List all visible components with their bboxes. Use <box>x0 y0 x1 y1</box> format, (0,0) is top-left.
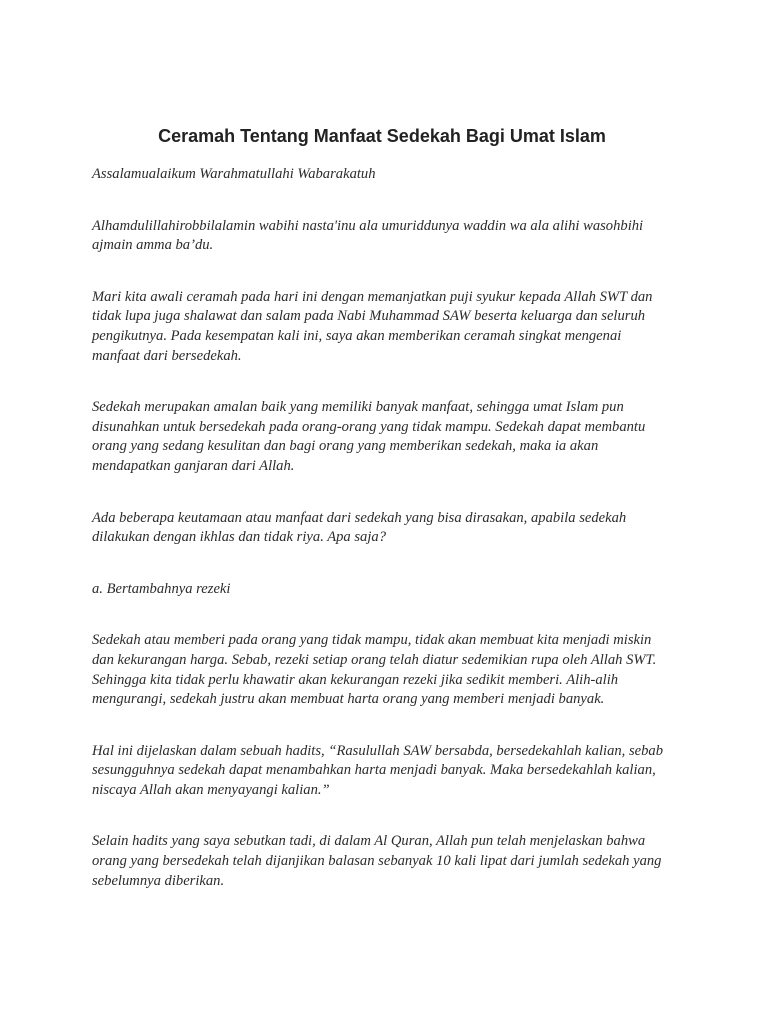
benefits-question-paragraph: Ada beberapa keutamaan atau manfaat dari sedekah yang bisa dirasakan, apabila sedekah dilakukan dengan ikhlas dan tidak riya. Apa saja? <box>92 509 627 546</box>
rezeki-explanation-paragraph: Sedekah atau memberi pada orang yang tidak mampu, tidak akan membuat kita menjadi miskin dan kekurangan harga. Sebab, rezeki setiap orang telah diatur sedemikian rupa oleh Allah SWT. Sehingga kita tidak perlu khawatir akan kekurangan rezeki jika sedikit memberi. Alih-alih mengurangi, sedekah justru akan membuat harta orang yang memberi menjadi banyak. <box>92 632 657 708</box>
introduction-paragraph: Mari kita awali ceramah pada hari ini dengan memanjatkan puji syukur kepada Allah SWT dan tidak lupa juga shalawat dan salam pada Nabi Muhammad SAW beserta keluarga dan seluruh pengikutnya. Pada kesempatan kali ini, saya akan memberikan ceramah singkat mengenai manfaat dari bersedekah. <box>92 288 653 364</box>
sedekah-definition-paragraph: Sedekah merupakan amalan baik yang memiliki banyak manfaat, sehingga umat Islam pun disunahkan untuk bersedekah pada orang-orang yang tidak mampu. Sedekah dapat membantu orang yang sedang kesulitan dan bagi orang yang memberikan sedekah, maka ia akan mendapatkan ganjaran dari Allah. <box>92 399 646 474</box>
document-title: Ceramah Tentang Manfaat Sedekah Bagi Umat Islam <box>158 126 606 146</box>
document-page <box>92 124 672 923</box>
opening-prayer-paragraph: Alhamdulillahirobbilalamin wabihi nasta'inu ala umuriddunya waddin wa ala alihi wasohbihi ajmain amma ba’du. <box>92 217 644 254</box>
hadith-paragraph: Hal ini dijelaskan dalam sebuah hadits, “Rasulullah SAW bersabda, bersedekahlah kalian, sebab sesungguhnya sedekah dapat menambahkan harta menjadi banyak. Maka bersedekahlah kalian, niscaya Allah akan menyayangi kalian.” <box>92 742 664 798</box>
greeting-paragraph: Assalamualaikum Warahmatullahi Wabarakatuh <box>92 166 376 182</box>
quran-paragraph: Selain hadits yang saya sebutkan tadi, di dalam Al Quran, Allah pun telah menjelaskan bahwa orang yang bersedekah telah dijanjikan balasan sebanyak 10 kali lipat dari jumlah sedekah yang sebelumnya diberikan. <box>92 833 662 889</box>
benefit-heading-a: a. Bertambahnya rezeki <box>92 580 231 597</box>
